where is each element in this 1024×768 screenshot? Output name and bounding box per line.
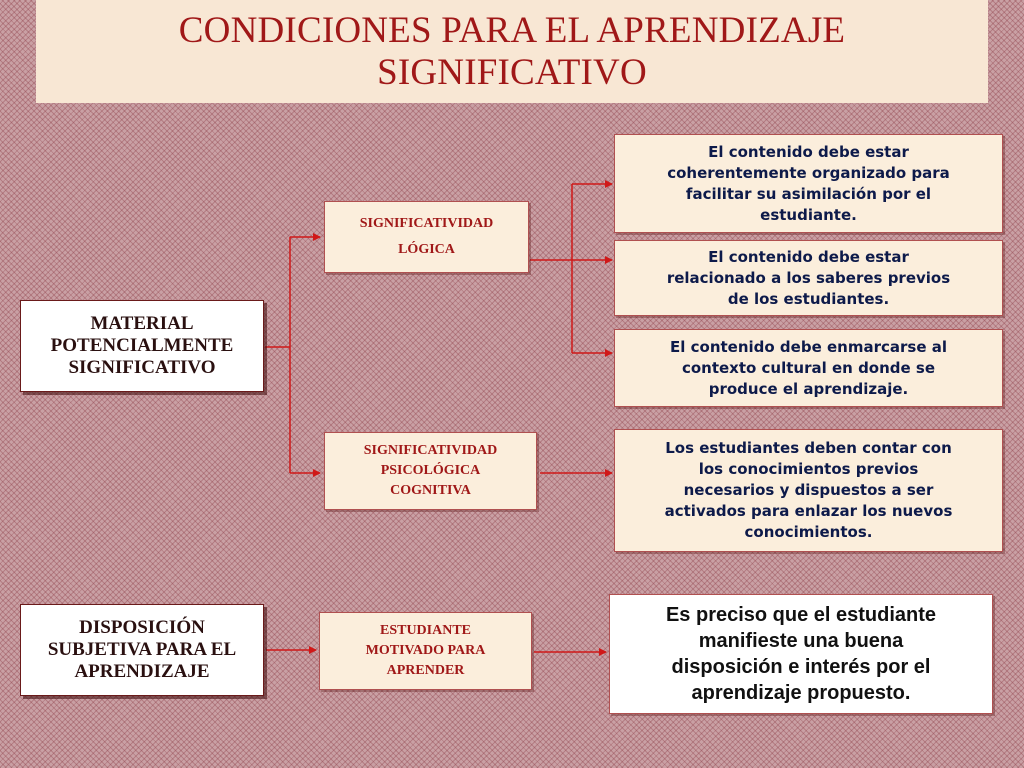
info2-line-1: El contenido debe estar	[708, 247, 909, 266]
info3-line-2: contexto cultural en donde se	[681, 358, 936, 377]
significatividad-logica-box	[324, 201, 529, 273]
disposicion-subjetiva-box	[20, 604, 264, 696]
logica-line-2: LÓGICA	[398, 242, 455, 257]
info4-line-1: Los estudiantes deben contar con	[665, 439, 952, 457]
material-line-3: SIGNIFICATIVO	[68, 357, 216, 378]
logica-line-1: SIGNIFICATIVIDAD	[359, 216, 494, 231]
info4-line-2: los conocimientos previos	[698, 460, 919, 478]
material-line-1: MATERIAL	[90, 313, 194, 334]
estudiante-motivado-box	[319, 612, 532, 690]
info4-line-3: necesarios y dispuestos a ser	[683, 481, 934, 499]
psicologica-line-2: PSICOLÓGICA	[380, 463, 481, 478]
disposicion-line-3: APRENDIZAJE	[74, 661, 210, 682]
material-line-2: POTENCIALMENTE	[50, 335, 234, 356]
estudiante-line-2: MOTIVADO PARA	[365, 643, 486, 658]
info1-line-1: El contenido debe estar	[708, 142, 909, 161]
info-box-relacionado	[614, 240, 1003, 316]
info5-line-4: aprendizaje propuesto.	[691, 682, 911, 704]
info4-line-5: conocimientos.	[744, 523, 873, 541]
psicologica-line-3: COGNITIVA	[390, 483, 471, 498]
disposicion-line-2: SUBJETIVA PARA EL	[47, 639, 237, 660]
info5-line-1: Es preciso que el estudiante	[665, 604, 937, 626]
psicologica-line-1: SIGNIFICATIVIDAD	[363, 443, 498, 458]
info3-line-1: El contenido debe enmarcarse al	[670, 337, 947, 356]
info-box-coherente	[614, 134, 1003, 233]
info-box-conocimientos-previos	[614, 429, 1003, 552]
info2-line-2: relacionado a los saberes previos	[666, 268, 951, 287]
info2-line-3: de los estudiantes.	[727, 289, 890, 308]
info-box-contexto-cultural	[614, 329, 1003, 407]
title-line-1: CONDICIONES PARA EL APRENDIZAJE	[178, 9, 846, 51]
info4-line-4: activados para enlazar los nuevos	[664, 502, 953, 520]
estudiante-line-1: ESTUDIANTE	[379, 623, 472, 638]
info1-line-2: coherentemente organizado para	[667, 163, 950, 182]
info5-line-3: disposición e interés por el	[671, 656, 931, 678]
title-line-2: SIGNIFICATIVO	[377, 51, 647, 93]
info1-line-4: estudiante.	[760, 205, 857, 224]
significatividad-psicologica-box	[324, 432, 537, 510]
estudiante-line-3: APRENDER	[386, 663, 465, 678]
info5-line-2: manifieste una buena	[698, 630, 904, 652]
material-potencialmente-significativo-box	[20, 300, 264, 392]
info-box-disposicion-interes	[609, 594, 993, 714]
info3-line-3: produce el aprendizaje.	[708, 379, 909, 398]
info1-line-3: facilitar su asimilación por el	[685, 184, 932, 203]
disposicion-line-1: DISPOSICIÓN	[79, 617, 205, 638]
